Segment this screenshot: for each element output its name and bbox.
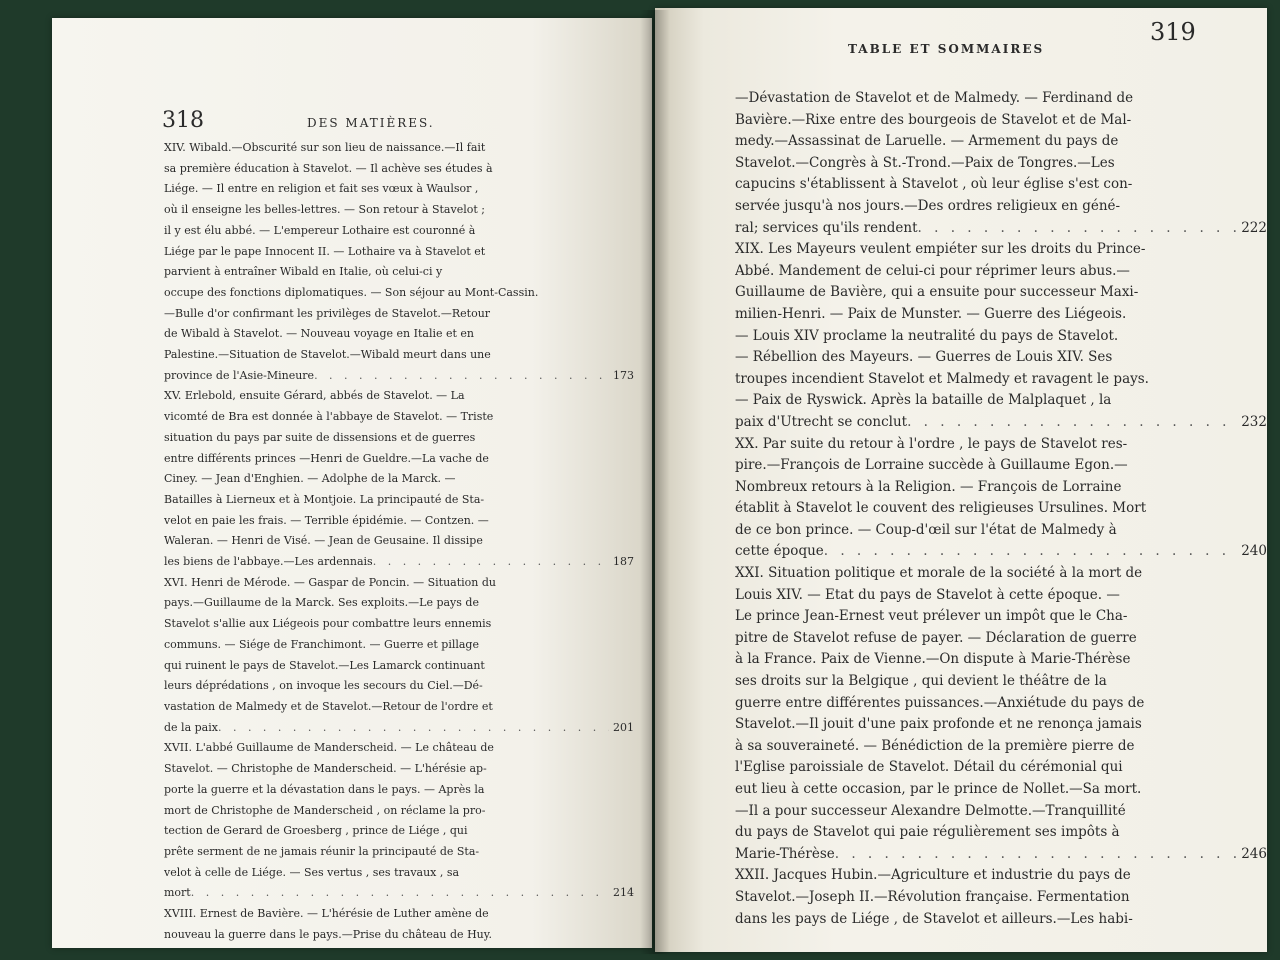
toc-line-text: de ce bon prince. — Coup-d'œil sur l'état de Malmedy à (735, 521, 1117, 538)
toc-line-text: sa première éducation à Stavelot. — Il achève ses études à (164, 161, 493, 175)
toc-line-text: du pays de Stavelot qui paie régulièrement ses impôts à (735, 824, 1120, 841)
dot-leader (824, 541, 1237, 563)
toc-line-text: Ciney. — Jean d'Enghien. — Adolphe de la Marck. — (164, 472, 456, 486)
toc-page-reference: 187 (613, 555, 634, 569)
toc-page-reference: 201 (613, 720, 634, 734)
toc-line-text: Nombreux retours à la Religion. — François de Lorraine (735, 478, 1122, 495)
right-page (655, 8, 1267, 952)
toc-line-text: occupe des fonctions diplomatiques. — Son séjour au Mont-Cassin. (164, 285, 539, 299)
toc-line-text: XVII. L'abbé Guillaume de Manderscheid. — Le château de (164, 741, 494, 755)
toc-line-text: pire.—François de Lorraine succède à Guillaume Egon.— (735, 457, 1128, 474)
toc-line-text: eut lieu à cette occasion, par le prince de Nollet.—Sa mort. (735, 781, 1142, 797)
toc-line-text: Stavelot. — Christophe de Manderscheid. — L'hérésie ap- (164, 762, 487, 776)
toc-line-text: entre différents princes —Henri de Gueldre.—La vache de (164, 451, 489, 465)
dot-leader (373, 552, 609, 573)
toc-line-text: où il enseigne les belles-lettres. — Son retour à Stavelot ; (164, 203, 485, 217)
toc-line-text: — Paix de Ryswick. Après la bataille de Malplaquet , la (735, 392, 1112, 409)
toc-line-text: établit à Stavelot le couvent des religieuses Ursulines. Mort (735, 500, 1147, 517)
toc-entry-last-line (164, 552, 634, 573)
toc-entry-last-line (735, 412, 1267, 434)
toc-line-text: XIV. Wibald.—Obscurité sur son lieu de naissance.—Il fait (164, 141, 486, 154)
toc-line-text: de la paix (164, 720, 218, 734)
toc-line-text: medy.—Assassinat de Laruelle. — Armement du pays de (735, 133, 1119, 150)
book-gutter (640, 10, 670, 954)
toc-entry-last-line (164, 883, 634, 904)
toc-entry (735, 434, 1267, 564)
toc-entry (164, 573, 634, 739)
toc-line-text: porte la guerre et la dévastation dans le pays. — Après la (164, 782, 485, 796)
toc-line-text: XV. Erlebold, ensuite Gérard, abbés de Stavelot. — La (164, 389, 465, 403)
toc-line-text: capucins s'établissent à Stavelot , où leur église s'est con- (735, 176, 1133, 193)
toc-line-text: XVI. Henri de Mérode. — Gaspar de Poncin. — Situation du (164, 575, 497, 589)
toc-line-text: Liége. — Il entre en religion et fait ses vœux à Waulsor , (164, 182, 479, 196)
page-number: 319 (1150, 18, 1196, 46)
toc-line-text: XXII. Jacques Hubin.—Agriculture et industrie du pays de (735, 867, 1131, 884)
toc-line-text: à la France. Paix de Vienne.—On dispute à Marie-Thérèse (735, 651, 1131, 668)
toc-entry-last-line (164, 718, 634, 739)
toc-line-text: ses droits sur la Belgique , qui devient le théâtre de la (735, 673, 1107, 690)
toc-line-text: XVIII. Ernest de Bavière. — L'hérésie de Luther amène de (164, 907, 489, 921)
toc-line-text: Stavelot.—Congrès à St.-Trond.—Paix de Tongres.—Les (735, 154, 1115, 171)
toc-page-reference: 214 (613, 886, 634, 900)
toc-line-text: pitre de Stavelot refuse de payer. — Déclaration de guerre (735, 629, 1137, 646)
toc-entry (164, 738, 634, 904)
toc-entry (735, 865, 1235, 930)
toc-line-text: Waleran. — Henri de Visé. — Jean de Geusaine. Il dissipe (164, 534, 483, 548)
toc-page-reference: 173 (613, 368, 634, 382)
toc-page-reference: 246 (1241, 845, 1267, 862)
table-of-contents-body (735, 88, 1267, 930)
dot-leader (218, 718, 609, 739)
toc-line-text: leurs déprédations , on invoque les secours du Ciel.—Dé- (164, 679, 483, 693)
toc-line-text: de Wibald à Stavelot. — Nouveau voyage en Italie et en (164, 327, 475, 341)
table-of-contents-body (164, 138, 634, 945)
toc-line-text: servée jusqu'à nos jours.—Des ordres religieux en géné- (735, 197, 1121, 214)
toc-page-reference: 240 (1241, 543, 1267, 560)
dot-leader (191, 883, 609, 904)
toc-line-text: dans les pays de Liége , de Stavelot et ailleurs.—Les habi- (735, 910, 1133, 927)
toc-page-reference: 232 (1241, 413, 1267, 430)
toc-line-text: Bavière.—Rixe entre des bourgeois de Stavelot et de Mal- (735, 111, 1132, 128)
toc-line-text: — Rébellion des Mayeurs. — Guerres de Louis XIV. Ses (735, 349, 1113, 366)
toc-entry-last-line (164, 366, 634, 387)
toc-line-text: velot en paie les frais. — Terrible épidémie. — Contzen. — (164, 513, 489, 527)
toc-entry-last-line (735, 844, 1267, 866)
dot-leader (835, 844, 1237, 866)
toc-line-text: prête serment de ne jamais réunir la principauté de Sta- (164, 844, 480, 858)
toc-line-text: communs. — Siége de Franchimont. — Guerre et pillage (164, 637, 479, 651)
toc-line-text: XXI. Situation politique et morale de la société à la mort de (735, 565, 1143, 582)
toc-line-text: situation du pays par suite de dissensions et de guerres (164, 430, 476, 444)
toc-line-text: il y est élu abbé. — L'empereur Lothaire est couronné à (164, 223, 476, 237)
toc-entry-last-line (735, 218, 1267, 240)
toc-line-text: à sa souveraineté. — Bénédiction de la première pierre de (735, 737, 1135, 754)
toc-line-text: velot à celle de Liége. — Ses vertus , ses travaux , sa (164, 865, 460, 879)
toc-entry (164, 138, 634, 386)
toc-line-text: —Dévastation de Stavelot et de Malmedy. — Ferdinand de (735, 90, 1134, 106)
toc-line-text: XX. Par suite du retour à l'ordre , le pays de Stavelot res- (735, 435, 1128, 452)
toc-line-text: guerre entre différentes puissances.—Anxiétude du pays de (735, 694, 1145, 711)
toc-line-text: Louis XIV. — Etat du pays de Stavelot à cette époque. — (735, 586, 1120, 603)
toc-line-text: XIX. Les Mayeurs veulent empiéter sur les droits du Prince- (735, 241, 1146, 258)
toc-line-text: —Bulle d'or confirmant les privilèges de Stavelot.—Retour (164, 306, 491, 320)
toc-line-text: vastation de Malmedy et de Stavelot.—Retour de l'ordre et (164, 699, 493, 713)
left-page (52, 18, 652, 948)
toc-line-text: Stavelot s'allie aux Liégeois pour combattre leurs ennemis (164, 617, 492, 631)
toc-line-text: troupes incendient Stavelot et Malmedy et ravagent le pays. (735, 370, 1149, 387)
toc-line-text: les biens de l'abbaye.—Les ardennais (164, 555, 373, 569)
toc-line-text: mort de Christophe de Manderscheid , on réclame la pro- (164, 803, 486, 817)
toc-line-text: nouveau la guerre dans le pays.—Prise du château de Huy. (164, 927, 492, 941)
toc-entry (735, 88, 1267, 239)
toc-line-text: Liége par le pape Innocent II. — Lothaire va à Stavelot et (164, 244, 486, 258)
dot-leader (314, 366, 609, 387)
toc-line-text: vicomté de Bra est donnée à l'abbaye de Stavelot. — Triste (164, 410, 494, 424)
page-number: 318 (162, 108, 204, 133)
toc-entry (735, 239, 1267, 433)
running-header: DES MATIÈRES. (307, 116, 435, 130)
toc-line-text: Palestine.—Situation de Stavelot.—Wibald meurt dans une (164, 348, 491, 362)
toc-line-text: Stavelot.—Joseph II.—Révolution française. Fermentation (735, 888, 1130, 905)
toc-line-text: Marie-Thérèse (735, 845, 835, 862)
toc-line-text: l'Eglise paroissiale de Stavelot. Détail du cérémonial qui (735, 759, 1123, 776)
dot-leader (918, 218, 1238, 240)
toc-line-text: cette époque (735, 543, 824, 560)
dot-leader (907, 412, 1237, 434)
toc-line-text: pays.—Guillaume de la Marck. Ses exploits.—Le pays de (164, 596, 479, 610)
toc-page-reference: 222 (1241, 219, 1267, 236)
toc-entry (164, 386, 634, 572)
toc-line-text: Guillaume de Bavière, qui a ensuite pour successeur Maxi- (735, 284, 1139, 301)
toc-entry-last-line (735, 541, 1267, 563)
toc-line-text: Abbé. Mandement de celui-ci pour réprimer leurs abus.— (735, 262, 1130, 279)
toc-line-text: Le prince Jean-Ernest veut prélever un impôt que le Cha- (735, 608, 1128, 625)
toc-line-text: Stavelot.—Il jouit d'une paix profonde et ne renonça jamais (735, 716, 1142, 733)
toc-entry (735, 563, 1267, 865)
toc-entry (164, 904, 594, 945)
running-header: TABLE ET SOMMAIRES (848, 42, 1045, 56)
toc-line-text: tection de Gerard de Groesberg , prince de Liége , qui (164, 824, 468, 838)
toc-line-text: qui ruinent le pays de Stavelot.—Les Lamarck continuant (164, 658, 485, 672)
toc-line-text: mort (164, 886, 191, 900)
toc-line-text: — Louis XIV proclame la neutralité du pays de Stavelot. (735, 327, 1119, 344)
toc-line-text: ral; services qu'ils rendent (735, 219, 918, 236)
toc-line-text: province de l'Asie-Mineure (164, 368, 315, 382)
toc-line-text: Batailles à Lierneux et à Montjoie. La principauté de Sta- (164, 492, 485, 506)
toc-line-text: parvient à entraîner Wibald en Italie, où celui-ci y (164, 265, 443, 279)
toc-line-text: —Il a pour successeur Alexandre Delmotte.—Tranquillité (735, 802, 1126, 819)
toc-line-text: milien-Henri. — Paix de Munster. — Guerre des Liégeois. (735, 305, 1127, 322)
toc-line-text: paix d'Utrecht se conclut (735, 413, 908, 430)
